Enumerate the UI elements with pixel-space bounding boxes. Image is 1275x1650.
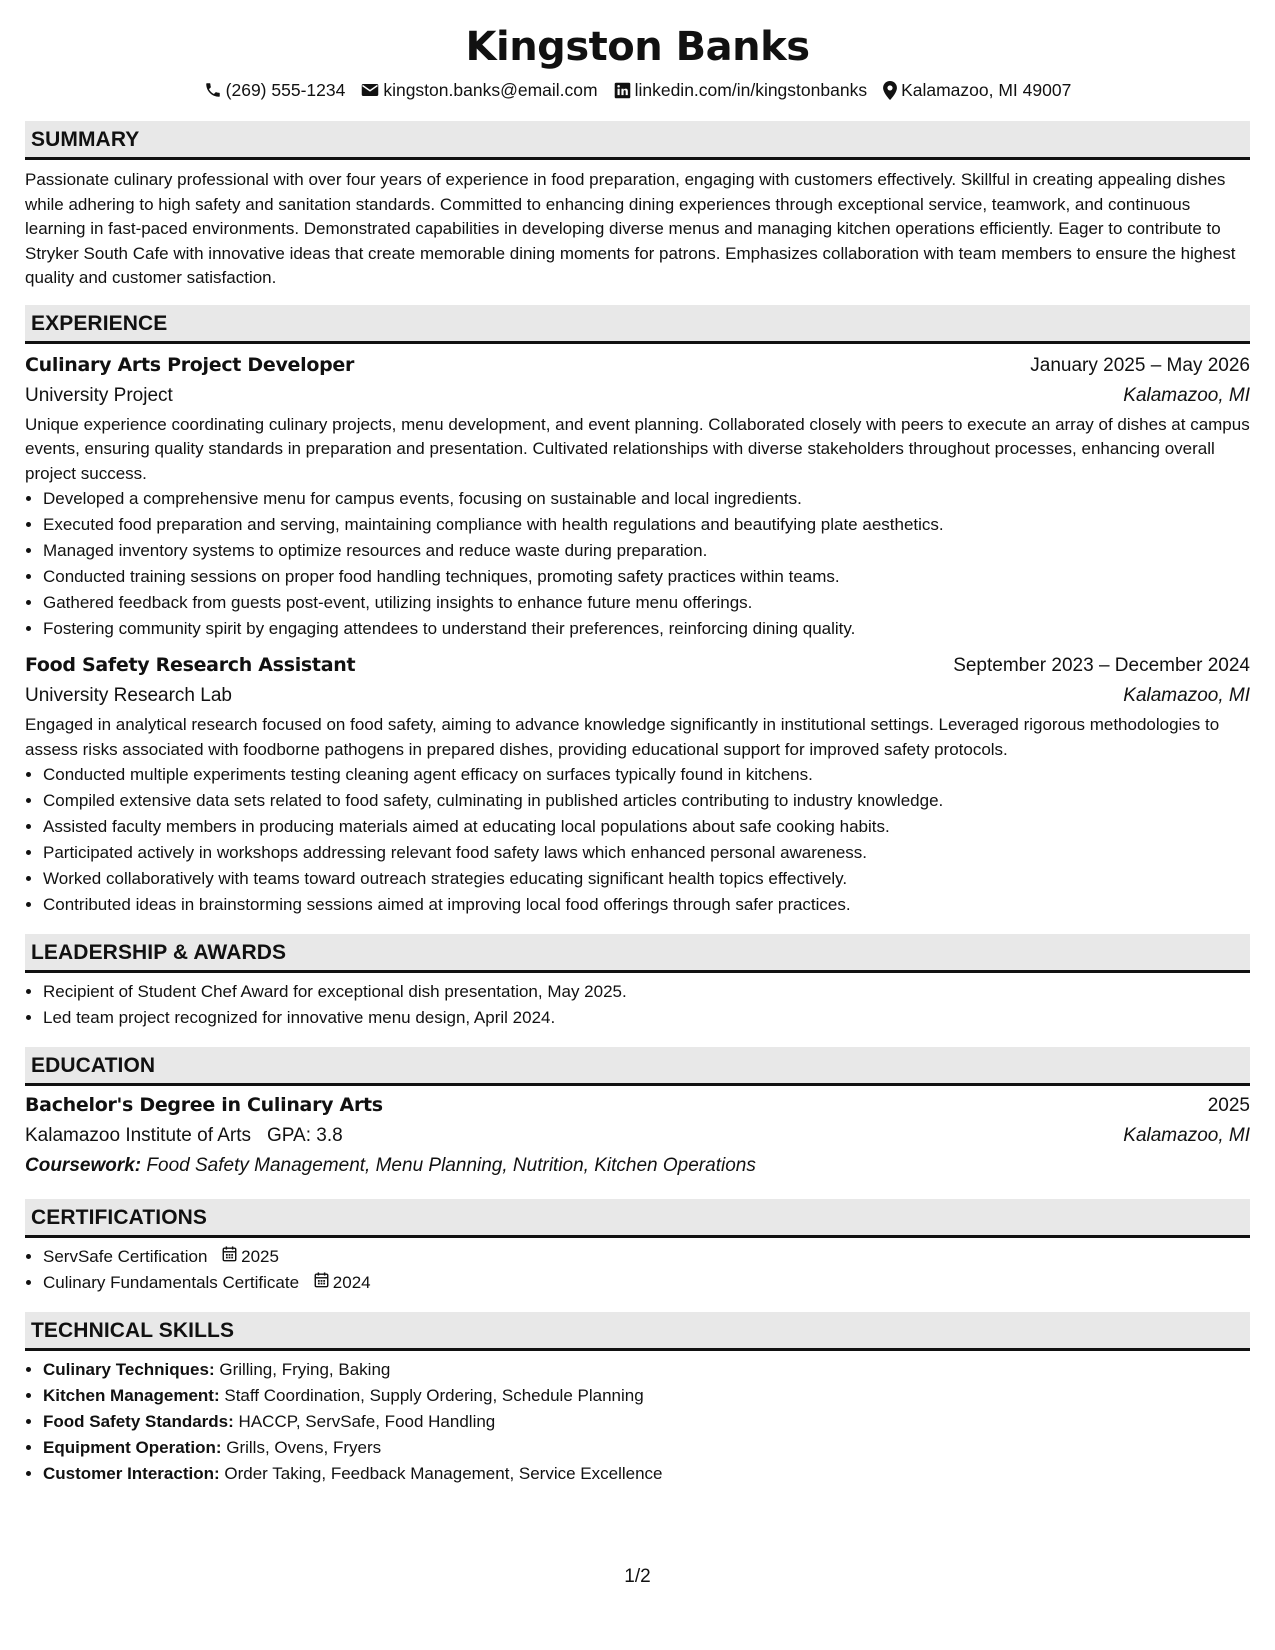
school-location: Kalamazoo, MI	[1123, 1125, 1250, 1146]
section-heading: CERTIFICATIONS	[25, 1199, 1250, 1238]
job-description: Unique experience coordinating culinary projects, menu development, and event planning. Collaborated closely with peers to execute an array of dishes at campus events, ensuring quality standards in preparation and presentation. Cultivated relationships with diverse stakeholders throughout processes, enhancing overall project success.	[25, 414, 1250, 483]
leadership-section	[25, 934, 1250, 1031]
phone-text: (269) 555-1234	[225, 79, 346, 100]
list-item: • Conducted multiple experiments testing cleaning agent efficacy on surfaces typically found in kitchens.	[43, 762, 1250, 788]
school-name: Kalamazoo Institute of Arts	[25, 1125, 252, 1146]
list-item	[43, 1357, 1250, 1383]
skills-list	[25, 1357, 1250, 1487]
contact-bar	[25, 78, 1250, 102]
section-heading: LEADERSHIP & AWARDS	[25, 934, 1250, 973]
resume-page	[25, 0, 1250, 1487]
contact-linkedin[interactable]	[614, 80, 868, 101]
job-org: University Project	[25, 384, 173, 406]
certification-year: 2024	[332, 1273, 371, 1292]
skill-label: Kitchen Management:	[43, 1386, 220, 1405]
list-item: • Executed food preparation and serving, maintaining compliance with health regulations and beautifying plate aesthetics.	[43, 512, 1250, 538]
phone-icon	[204, 81, 222, 99]
skill-value: Grills, Ovens, Fryers	[226, 1438, 382, 1457]
list-item: • Conducted training sessions on proper food handling techniques, promoting safety practices within teams.	[43, 564, 1250, 590]
contact-location	[883, 80, 1071, 101]
list-item: • Compiled extensive data sets related to food safety, culminating in published articles contributing to industry knowledge.	[43, 788, 1250, 814]
job-org: University Research Lab	[25, 685, 232, 706]
calendar-icon	[222, 1244, 237, 1270]
skill-label: Food Safety Standards:	[43, 1412, 234, 1431]
list-item: • Gathered feedback from guests post-event, utilizing insights to enhance future menu offerings.	[43, 590, 1250, 616]
map-pin-icon	[883, 81, 897, 100]
list-item	[43, 1461, 1250, 1487]
contact-email[interactable]	[361, 80, 597, 101]
job-dates: January 2025 – May 2026	[1030, 354, 1250, 376]
section-heading: TECHNICAL SKILLS	[25, 1312, 1250, 1351]
certifications-list	[25, 1244, 1250, 1296]
page-number: 1/2	[624, 1566, 651, 1587]
job-location: Kalamazoo, MI	[1123, 685, 1250, 706]
list-item: • Led team project recognized for innovative menu design, April 2024.	[43, 1005, 1250, 1031]
section-heading: EDUCATION	[25, 1047, 1250, 1086]
calendar-icon	[314, 1270, 329, 1296]
education-section	[25, 1047, 1250, 1181]
list-item	[43, 1409, 1250, 1435]
job-bullets	[25, 486, 1250, 642]
degree-title: Bachelor's Degree in Culinary Arts	[25, 1094, 383, 1116]
linkedin-link[interactable]: linkedin.com/in/kingstonbanks	[634, 79, 868, 100]
envelope-icon	[361, 82, 379, 98]
certifications-section	[25, 1199, 1250, 1296]
leadership-list	[25, 979, 1250, 1031]
list-item	[43, 1244, 1250, 1270]
certification-year: 2025	[241, 1247, 279, 1266]
certification-name: ServSafe Certification	[43, 1247, 208, 1266]
coursework-list: Food Safety Management, Menu Planning, Nutrition, Kitchen Operations	[146, 1155, 756, 1176]
gpa: GPA: 3.8	[267, 1125, 343, 1146]
job-bullets	[25, 762, 1250, 918]
job-dates: September 2023 – December 2024	[953, 655, 1250, 676]
job-entry	[25, 650, 1250, 918]
list-item	[43, 1435, 1250, 1461]
job-location: Kalamazoo, MI	[1123, 384, 1250, 406]
list-item	[43, 1270, 1250, 1296]
skill-value: Grilling, Frying, Baking	[219, 1360, 391, 1379]
list-item: • Participated actively in workshops addressing relevant food safety laws which enhanced personal awareness.	[43, 840, 1250, 866]
email-link[interactable]: kingston.banks@email.com	[383, 79, 598, 100]
skill-label: Customer Interaction:	[43, 1464, 220, 1483]
skills-section	[25, 1312, 1250, 1487]
contact-phone	[204, 80, 346, 101]
coursework	[25, 1151, 1250, 1181]
list-item: • Managed inventory systems to optimize resources and reduce waste during preparation.	[43, 538, 1250, 564]
graduation-year: 2025	[1207, 1095, 1250, 1116]
summary-section	[25, 121, 1250, 291]
linkedin-icon	[614, 82, 631, 99]
skill-label: Equipment Operation:	[43, 1438, 222, 1457]
list-item: • Developed a comprehensive menu for campus events, focusing on sustainable and local ingredients.	[43, 486, 1250, 512]
skill-label: Culinary Techniques:	[43, 1360, 215, 1379]
list-item: • Recipient of Student Chef Award for exceptional dish presentation, May 2025.	[43, 979, 1250, 1005]
job-entry	[25, 350, 1250, 643]
coursework-label: Coursework:	[25, 1155, 142, 1176]
section-heading: SUMMARY	[25, 121, 1250, 160]
list-item: • Fostering community spirit by engaging attendees to understand their preferences, reinforcing dining quality.	[43, 616, 1250, 642]
list-item	[43, 1383, 1250, 1409]
list-item: • Assisted faculty members in producing materials aimed at educating local populations about safe cooking habits.	[43, 814, 1250, 840]
job-title: Food Safety Research Assistant	[25, 654, 356, 676]
experience-section	[25, 305, 1250, 919]
job-title: Culinary Arts Project Developer	[25, 353, 355, 376]
list-item: • Worked collaboratively with teams toward outreach strategies educating significant health topics effectively.	[43, 866, 1250, 892]
certification-name: Culinary Fundamentals Certificate	[43, 1273, 300, 1292]
candidate-name: Kingston Banks	[465, 24, 810, 70]
location-text: Kalamazoo, MI 49007	[901, 79, 1072, 100]
school-line	[25, 1121, 343, 1151]
skill-value: HACCP, ServSafe, Food Handling	[238, 1412, 496, 1431]
skill-value: Order Taking, Feedback Management, Service Excellence	[224, 1464, 663, 1483]
education-entry	[25, 1090, 1250, 1181]
job-description: Engaged in analytical research focused on food safety, aiming to advance knowledge significantly in institutional settings. Leveraged rigorous methodologies to assess risks associated with foodborne pathogens in prepared dishes, providing educational support for improved safety protocols.	[25, 715, 1220, 759]
list-item: • Contributed ideas in brainstorming sessions aimed at improving local food offerings through safer practices.	[43, 892, 1250, 918]
summary-text: Passionate culinary professional with over four years of experience in food preparation, engaging with customers effectively. Skillful in creating appealing dishes while adhering to high safety and sanitation standards. Committed to enhancing dining experiences through exceptional service, teamwork, and continuous learning in fast-paced environments. Demonstrated capabilities in developing diverse menus and managing kitchen operations efficiently. Eager to contribute to Stryker South Cafe with innovative ideas that create memorable dining moments for patrons. Emphasizes collaboration with team members to ensure the highest quality and customer satisfaction.	[25, 170, 1236, 287]
skill-value: Staff Coordination, Supply Ordering, Schedule Planning	[224, 1386, 644, 1405]
section-heading: EXPERIENCE	[25, 305, 1250, 344]
